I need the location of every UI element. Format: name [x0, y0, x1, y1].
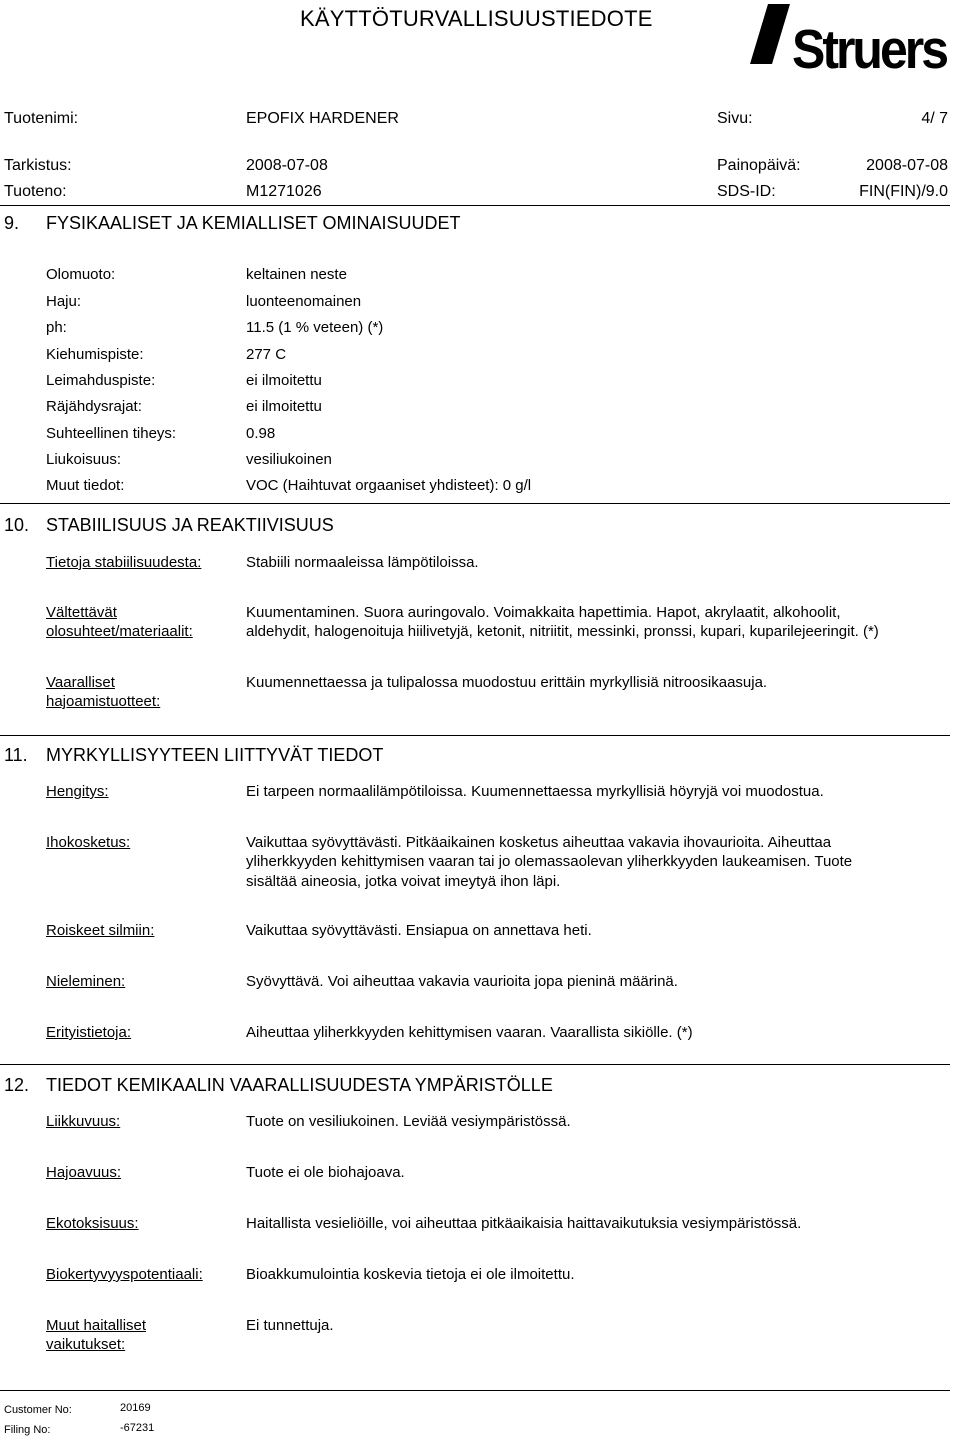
- sds-id: FIN(FIN)/9.0: [859, 183, 948, 200]
- skin-contact-value: Vaikuttaa syövyttävästi. Pitkäaikainen kosketus aiheuttaa vakavia ihovaurioita. Aiheuttaa: [246, 834, 832, 851]
- property-label: Haju:: [46, 293, 82, 310]
- decomposition-label-2: hajoamistuotteet:: [46, 693, 161, 710]
- document-title: KÄYTTÖTURVALLISUUSTIEDOTE: [300, 6, 653, 31]
- property-label: ph:: [46, 319, 67, 336]
- product-no: M1271026: [246, 183, 322, 200]
- property-value: ei ilmoitettu: [246, 398, 322, 415]
- section-10-number: 10.: [4, 515, 30, 535]
- property-label: Leimahduspiste:: [46, 372, 156, 389]
- property-label: Suhteellinen tiheys:: [46, 425, 177, 442]
- property-value: VOC (Haihtuvat orgaaniset yhdisteet): 0 g/l: [246, 477, 532, 494]
- conditions-to-avoid-value: Kuumentaminen. Suora auringovalo. Voimakkaita hapettimia. Hapot, akrylaatit, alkohoolit,: [246, 604, 841, 621]
- property-value: 277 C: [246, 346, 287, 363]
- degradability-value: Tuote ei ole biohajoava.: [246, 1164, 405, 1181]
- section-10-title: STABIILISUUS JA REAKTIIVISUUS: [46, 515, 334, 535]
- struers-slash-icon: [750, 4, 790, 64]
- property-label: Kiehumispiste:: [46, 346, 144, 363]
- conditions-to-avoid-label-2: olosuhteet/materiaalit:: [46, 623, 193, 640]
- print-date-label: Painopäivä:: [717, 157, 801, 174]
- skin-contact-value-3: sisältää aineosia, jotka voivat imeytyä ihon läpi.: [246, 873, 561, 890]
- ecotoxicity-value: Haitallista vesieliöille, voi aiheuttaa pitkäaikaisia haittavaikutuksia vesiympäristössä.: [246, 1215, 802, 1232]
- section-12-number: 12.: [4, 1075, 30, 1095]
- logo-wordmark: Struers: [792, 18, 947, 70]
- filing-no-label: Filing No:: [4, 1424, 51, 1436]
- product-name-label: Tuotenimi:: [4, 110, 79, 127]
- revision-date: 2008-07-08: [246, 157, 328, 174]
- property-label: Muut tiedot:: [46, 477, 125, 494]
- section-11-divider: [0, 735, 950, 736]
- other-effects-label-2: vaikutukset:: [46, 1336, 126, 1353]
- property-label: Liukoisuus:: [46, 451, 122, 468]
- sds-id-label: SDS-ID:: [717, 183, 776, 200]
- customer-no: 20169: [120, 1402, 151, 1414]
- mobility-label: Liikkuvuus:: [46, 1113, 121, 1130]
- stability-value: Stabiili normaaleissa lämpötiloissa.: [246, 554, 479, 571]
- section-10-divider: [0, 503, 950, 504]
- ingestion-label: Nieleminen:: [46, 973, 126, 990]
- section-11-number: 11.: [4, 745, 28, 765]
- property-label: Olomuoto:: [46, 266, 116, 283]
- struers-logo: [740, 2, 960, 70]
- property-value: keltainen neste: [246, 266, 347, 283]
- other-effects-label: Muut haitalliset: [46, 1317, 147, 1334]
- special-info-value: Aiheuttaa yliherkkyyden kehittymisen vaaran. Vaarallista sikiölle. (*): [246, 1024, 693, 1041]
- other-effects-value: Ei tunnettuja.: [246, 1317, 334, 1334]
- skin-contact-label: Ihokosketus:: [46, 834, 131, 851]
- section-11-title: MYRKYLLISYYTEEN LIITTYVÄT TIEDOT: [46, 745, 384, 765]
- print-date: 2008-07-08: [866, 157, 948, 174]
- revision-label: Tarkistus:: [4, 157, 72, 174]
- decomposition-value: Kuumennettaessa ja tulipalossa muodostuu erittäin myrkyllisiä nitroosikaasuja.: [246, 674, 768, 691]
- property-value: ei ilmoitettu: [246, 372, 322, 389]
- bioaccumulation-label: Biokertyvyyspotentiaali:: [46, 1266, 203, 1283]
- inhalation-value: Ei tarpeen normaalilämpötiloissa. Kuumennettaessa myrkyllisiä höyryjä voi muodostua.: [246, 783, 824, 800]
- page-value: 4/ 7: [921, 110, 948, 127]
- conditions-to-avoid-value-2: aldehydit, halogenoituja hiilivetyjä, ketonit, nitriitit, messinki, pronssi, kupari, kuparilejeeringit. (*): [246, 623, 879, 640]
- inhalation-label: Hengitys:: [46, 783, 109, 800]
- mobility-value: Tuote on vesiliukoinen. Leviää vesiympäristössä.: [246, 1113, 571, 1130]
- bioaccumulation-value: Bioakkumulointia koskevia tietoja ei ole ilmoitettu.: [246, 1266, 575, 1283]
- special-info-label: Erityistietoja:: [46, 1024, 132, 1041]
- property-value: 11.5 (1 % veteen) (*): [246, 319, 384, 336]
- section-9-title: FYSIKAALISET JA KEMIALLISET OMINAISUUDET: [46, 213, 461, 233]
- customer-no-label: Customer No:: [4, 1404, 72, 1416]
- section-9-number: 9.: [4, 213, 20, 233]
- property-label: Räjähdysrajat:: [46, 398, 142, 415]
- product-name: EPOFIX HARDENER: [246, 110, 399, 127]
- property-value: vesiliukoinen: [246, 451, 332, 468]
- filing-no: -67231: [120, 1422, 155, 1434]
- stability-label: Tietoja stabiilisuudesta:: [46, 554, 202, 571]
- decomposition-label: Vaaralliset: [46, 674, 115, 691]
- property-value: 0.98: [246, 425, 276, 442]
- section-12-title: TIEDOT KEMIKAALIN VAARALLISUUDESTA YMPÄRISTÖLLE: [46, 1075, 553, 1095]
- eye-contact-label: Roiskeet silmiin:: [46, 922, 155, 939]
- skin-contact-value-2: yliherkkyyden kehittymisen vaaran tai jo olemassaolevan yliherkkyyden laukeamisen. Tuote: [246, 853, 853, 870]
- eye-contact-value: Vaikuttaa syövyttävästi. Ensiapua on annettava heti.: [246, 922, 592, 939]
- conditions-to-avoid-label: Vältettävät: [46, 604, 117, 621]
- ecotoxicity-label: Ekotoksisuus:: [46, 1215, 139, 1232]
- section-12-divider: [0, 1064, 950, 1065]
- header-divider: [0, 205, 950, 206]
- degradability-label: Hajoavuus:: [46, 1164, 122, 1181]
- product-no-label: Tuoteno:: [4, 183, 67, 200]
- ingestion-value: Syövyttävä. Voi aiheuttaa vakavia vaurioita jopa pieninä määrinä.: [246, 973, 678, 990]
- footer-divider: [0, 1390, 950, 1391]
- property-value: luonteenomainen: [246, 293, 362, 310]
- page-label: Sivu:: [717, 110, 753, 127]
